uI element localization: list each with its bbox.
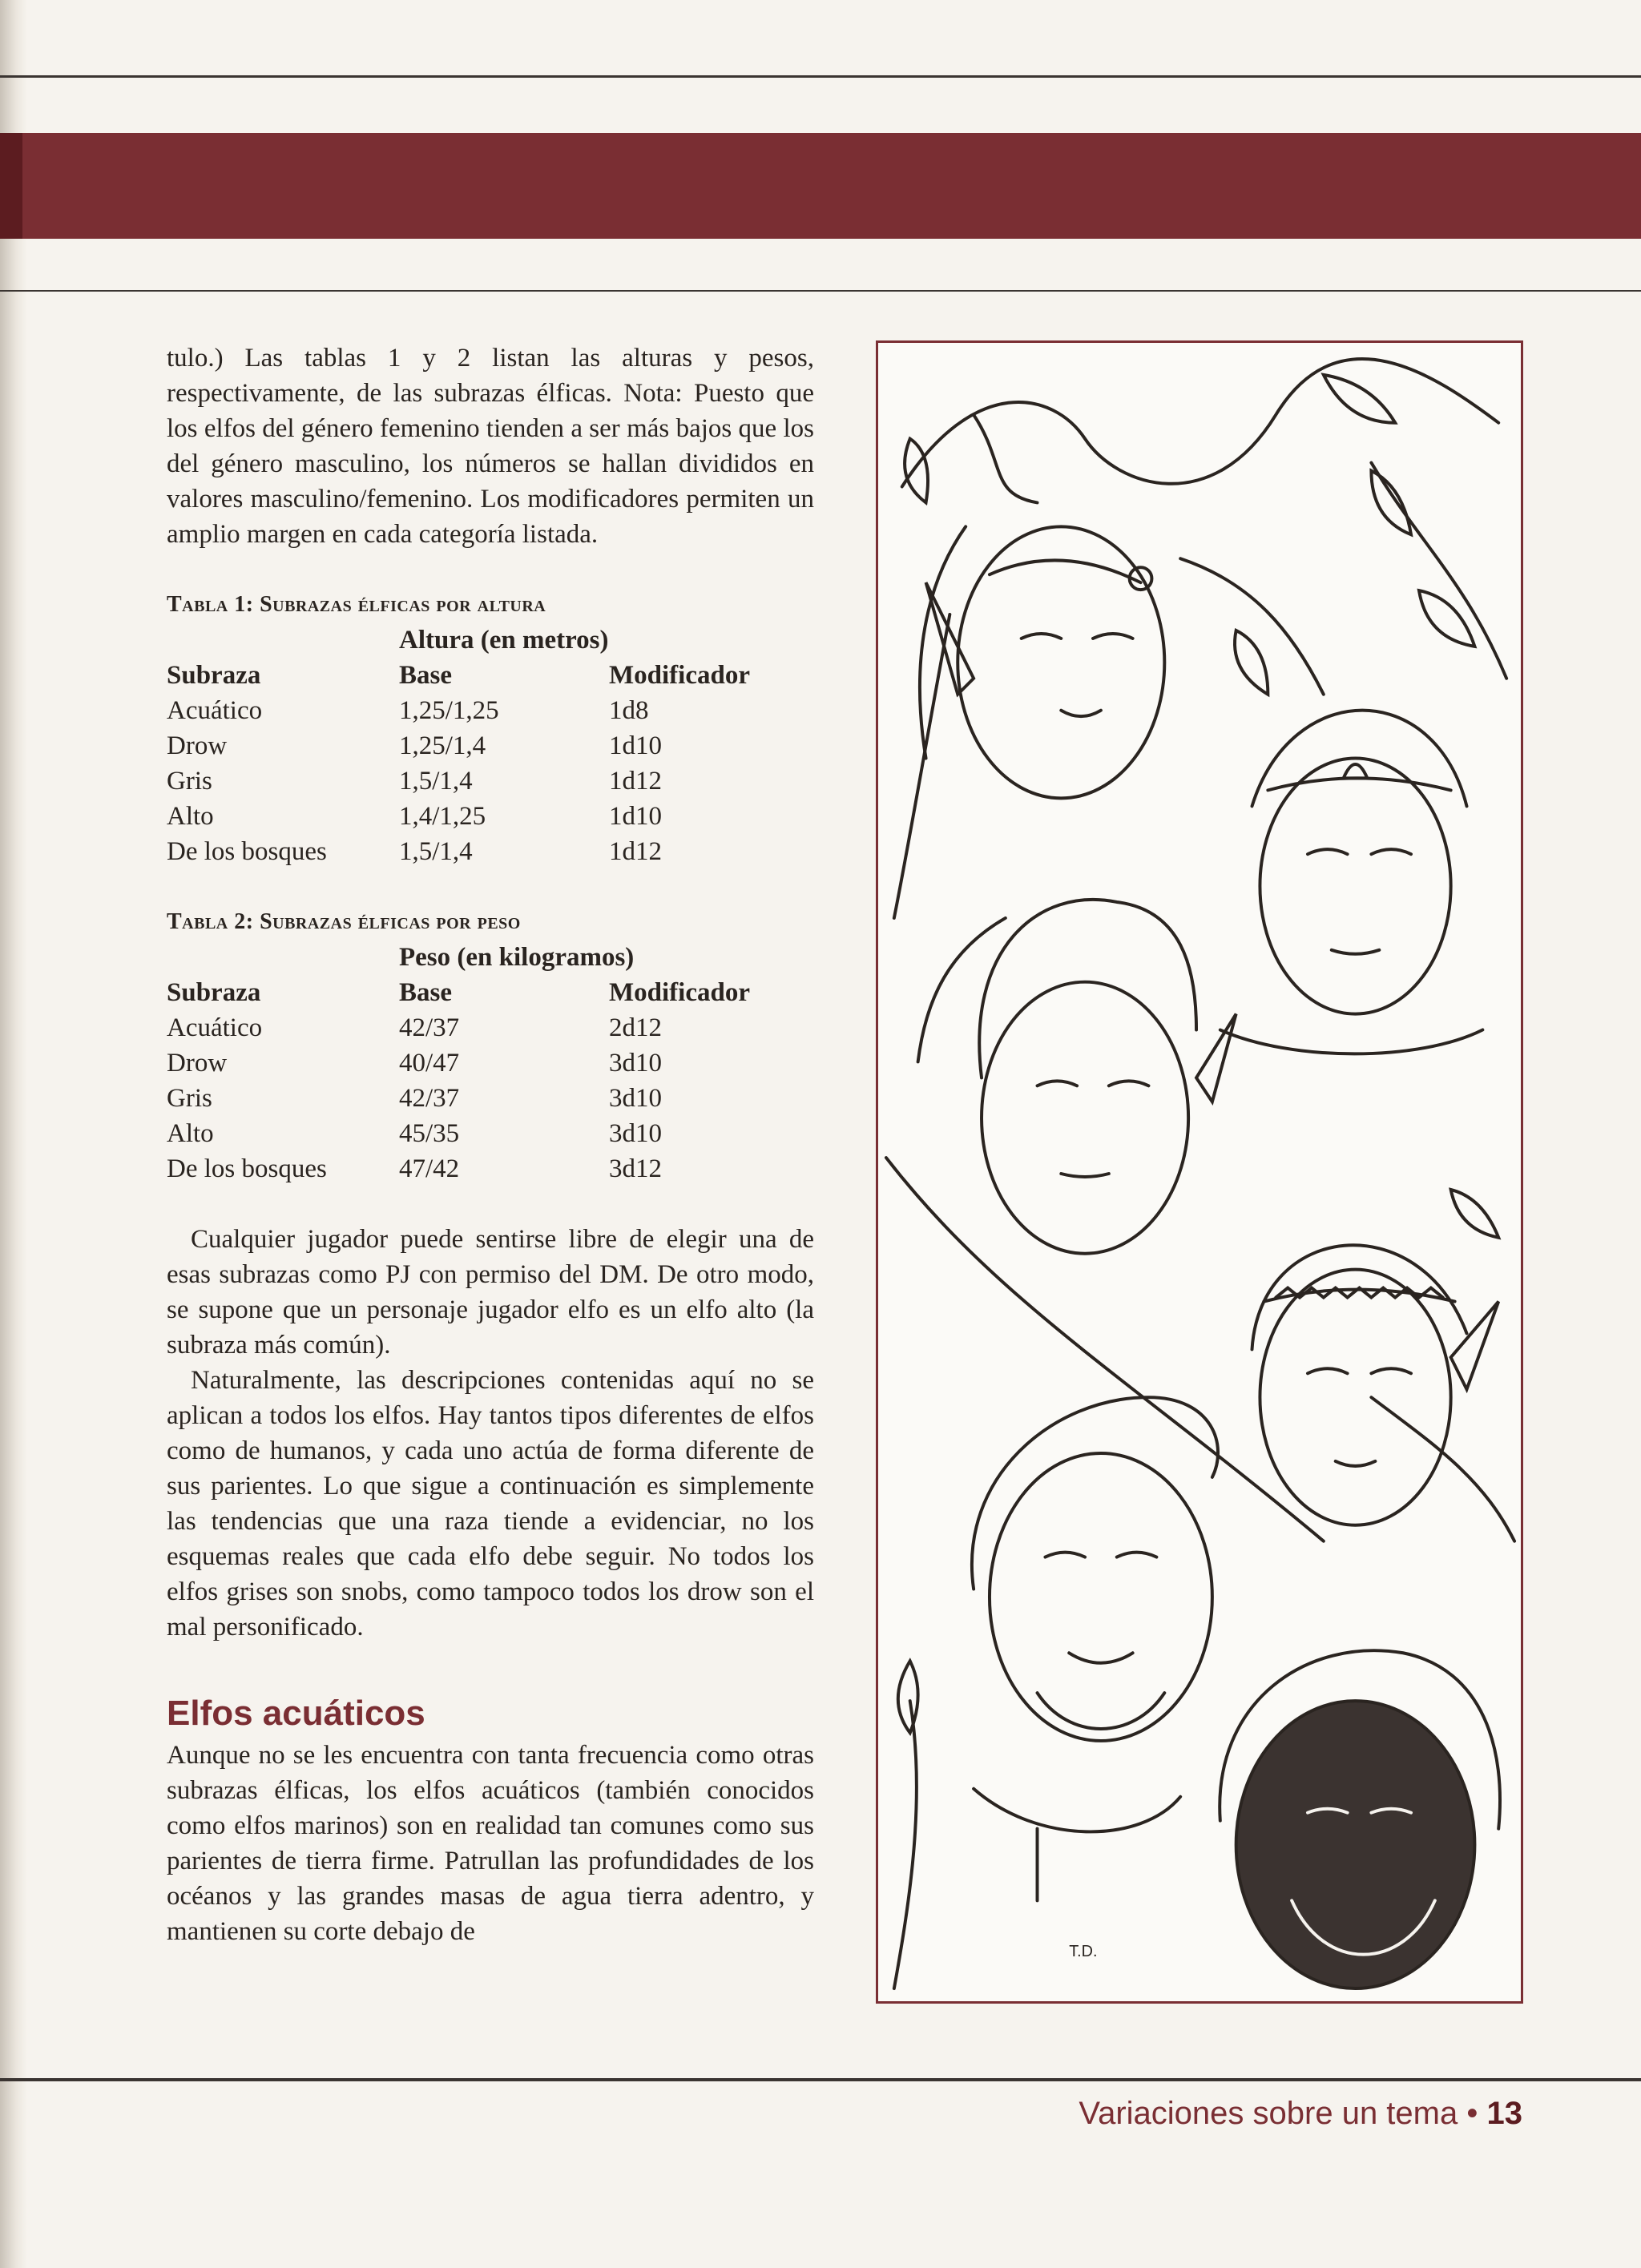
table-cell: De los bosques bbox=[167, 837, 327, 866]
table2-col-modificador: Modificador bbox=[609, 978, 750, 1007]
elf-portraits-illustration bbox=[876, 340, 1523, 2004]
table1-col-modificador: Modificador bbox=[609, 661, 750, 690]
vine-line bbox=[902, 359, 1498, 486]
book-spine-shadow bbox=[0, 0, 27, 2268]
leaf-shape bbox=[1451, 1190, 1499, 1238]
header-banner bbox=[0, 133, 1641, 239]
top-rule bbox=[0, 75, 1641, 78]
table-cell: 3d10 bbox=[609, 1119, 662, 1148]
table-row bbox=[167, 1010, 814, 1045]
table-cell: 45/35 bbox=[399, 1119, 460, 1148]
table2-col-subraza: Subraza bbox=[167, 978, 261, 1007]
table-cell: 1,5/1,4 bbox=[399, 767, 473, 796]
table-cell: 1d12 bbox=[609, 837, 662, 866]
header-underline bbox=[0, 290, 1641, 292]
section-heading: Elfos acuáticos bbox=[167, 1694, 425, 1733]
table-cell: 42/37 bbox=[399, 1013, 460, 1042]
face-outline bbox=[982, 982, 1188, 1254]
table-row bbox=[167, 1116, 814, 1151]
table1-col-subraza: Subraza bbox=[167, 661, 261, 690]
table-cell: Gris bbox=[167, 1084, 212, 1113]
text-column bbox=[167, 340, 814, 1949]
leaf-shape bbox=[1371, 471, 1411, 535]
table1-title: Tabla 1: Subrazas élficas por altura bbox=[167, 592, 546, 617]
table-cell: 1d10 bbox=[609, 802, 662, 831]
hair-line bbox=[979, 900, 1196, 1078]
eyes-line bbox=[1308, 849, 1411, 854]
face-outline bbox=[990, 1453, 1212, 1741]
table-cell: 2d12 bbox=[609, 1013, 662, 1042]
table1-header-row bbox=[167, 658, 814, 693]
table-cell: 3d10 bbox=[609, 1084, 662, 1113]
table-cell: 3d10 bbox=[609, 1049, 662, 1078]
table2-header-row bbox=[167, 975, 814, 1010]
table1 bbox=[167, 622, 814, 869]
leaf-shape bbox=[905, 439, 928, 503]
table-cell: 3d12 bbox=[609, 1154, 662, 1183]
footer-rule bbox=[0, 2078, 1641, 2081]
table-cell: Drow bbox=[167, 1049, 228, 1078]
table-cell: 47/42 bbox=[399, 1154, 460, 1183]
running-title: Variaciones sobre un tema bbox=[1079, 2096, 1458, 2131]
body-paragraph: Naturalmente, las descripciones contenidas aquí no se aplican a todos los elfos. Hay tantos tipos diferentes de elfos como de humanos, y cada uno actúa de forma diferente de sus parientes. Lo que sigue a continuación es simplemente las tendencias que una raza tiende a evidenciar, no los esquemas reales que cada elfo debe seguir. No todos los elfos grises son snobs, como tampoco todos los drow son el mal personificado. bbox=[167, 1366, 814, 1642]
ponytail-line bbox=[918, 918, 1006, 1061]
table-cell: Alto bbox=[167, 1119, 214, 1148]
face-outline bbox=[958, 526, 1164, 798]
table-cell: Alto bbox=[167, 802, 214, 831]
page-footer bbox=[1079, 2096, 1522, 2132]
table2 bbox=[167, 940, 814, 1186]
vine-line bbox=[1180, 558, 1324, 695]
table-cell: Drow bbox=[167, 731, 228, 760]
table-row bbox=[167, 728, 814, 763]
footer-bullet: • bbox=[1466, 2096, 1478, 2131]
collar-line bbox=[974, 1789, 1180, 1832]
table-cell: 1,25/1,4 bbox=[399, 731, 486, 760]
pointed-ear bbox=[926, 582, 974, 695]
eyes-line bbox=[1038, 1081, 1149, 1086]
table-cell: 42/37 bbox=[399, 1084, 460, 1113]
mouth-line bbox=[1061, 1174, 1109, 1177]
table-row bbox=[167, 799, 814, 834]
table-row bbox=[167, 763, 814, 799]
table-cell: Acuático bbox=[167, 1013, 263, 1042]
table1-col-base: Base bbox=[399, 661, 452, 690]
table-cell: 1d10 bbox=[609, 731, 662, 760]
vine-line bbox=[1371, 1397, 1514, 1541]
face-outline bbox=[1260, 758, 1450, 1013]
table-row bbox=[167, 1045, 814, 1081]
mouth-line bbox=[1332, 950, 1380, 954]
eyes-line bbox=[1045, 1553, 1156, 1557]
table-cell: 1,25/1,25 bbox=[399, 696, 499, 725]
vine-line bbox=[1371, 463, 1506, 679]
table-row bbox=[167, 1151, 814, 1186]
intro-paragraph: tulo.) Las tablas 1 y 2 listan las alturas y pesos, respectivamente, de las subrazas élficas. Nota: Puesto que los elfos del género femenino tienden a ser más bajos que los del género masculino, los números se hallan divididos en valores masculino/femenino. Los modificadores permiten un amplio margen en cada categoría listada. bbox=[167, 344, 814, 549]
table-cell: 1d12 bbox=[609, 767, 662, 796]
vine-line bbox=[974, 415, 1037, 503]
table-row bbox=[167, 693, 814, 728]
table-cell: 1d8 bbox=[609, 696, 649, 725]
table2-title: Tabla 2: Subrazas élficas por peso bbox=[167, 909, 521, 934]
dark-face bbox=[1236, 1701, 1475, 1988]
illustration-drawing bbox=[878, 343, 1521, 2001]
leaf-shape bbox=[898, 1661, 918, 1733]
table1-group-header-row bbox=[167, 622, 814, 658]
table1-group-header: Altura (en metros) bbox=[399, 626, 609, 655]
pointed-ear bbox=[1196, 1014, 1236, 1102]
leaf-shape bbox=[1235, 630, 1268, 695]
vine-line bbox=[886, 1158, 1324, 1541]
table-cell: Gris bbox=[167, 767, 212, 796]
header-banner-edge bbox=[0, 133, 22, 239]
table-cell: 1,5/1,4 bbox=[399, 837, 473, 866]
table-cell: 1,4/1,25 bbox=[399, 802, 486, 831]
circlet-line bbox=[990, 560, 1141, 582]
mouth-line bbox=[1336, 1461, 1376, 1466]
table2-group-header: Peso (en kilogramos) bbox=[399, 943, 635, 972]
table-cell: Acuático bbox=[167, 696, 263, 725]
table2-group-header-row bbox=[167, 940, 814, 975]
page-number: 13 bbox=[1486, 2096, 1522, 2131]
table-row bbox=[167, 1081, 814, 1116]
table2-col-base: Base bbox=[399, 978, 452, 1007]
body-paragraph: Aunque no se les encuentra con tanta frecuencia como otras subrazas élficas, los elfos acuáticos (también conocidos como elfos marinos) son en realidad tan comunes como sus parientes de tierra firme. Patrullan las profundidades de los océanos y las grandes masas de agua tierra adentro, y mantienen su corte debajo de bbox=[167, 1741, 814, 1946]
body-paragraph: Cualquier jugador puede sentirse libre de elegir una de esas subrazas como PJ con permiso del DM. De otro modo, se supone que un personaje jugador elfo es un elfo alto (la subraza más común). bbox=[167, 1225, 814, 1360]
leaf-shape bbox=[1324, 375, 1395, 423]
collar-line bbox=[1220, 1030, 1483, 1054]
eyes-line bbox=[1022, 634, 1133, 639]
table-row bbox=[167, 834, 814, 869]
mouth-line bbox=[1069, 1653, 1132, 1662]
face-outline bbox=[1260, 1270, 1450, 1525]
beard-line bbox=[1038, 1693, 1165, 1729]
vine-line bbox=[894, 1701, 917, 1988]
artist-signature: T.D. bbox=[1069, 1943, 1098, 1961]
shell-ornament bbox=[1344, 764, 1368, 778]
table-cell: De los bosques bbox=[167, 1154, 327, 1183]
table-cell: 40/47 bbox=[399, 1049, 460, 1078]
eyes-line bbox=[1308, 1368, 1411, 1373]
mouth-line bbox=[1061, 711, 1101, 716]
